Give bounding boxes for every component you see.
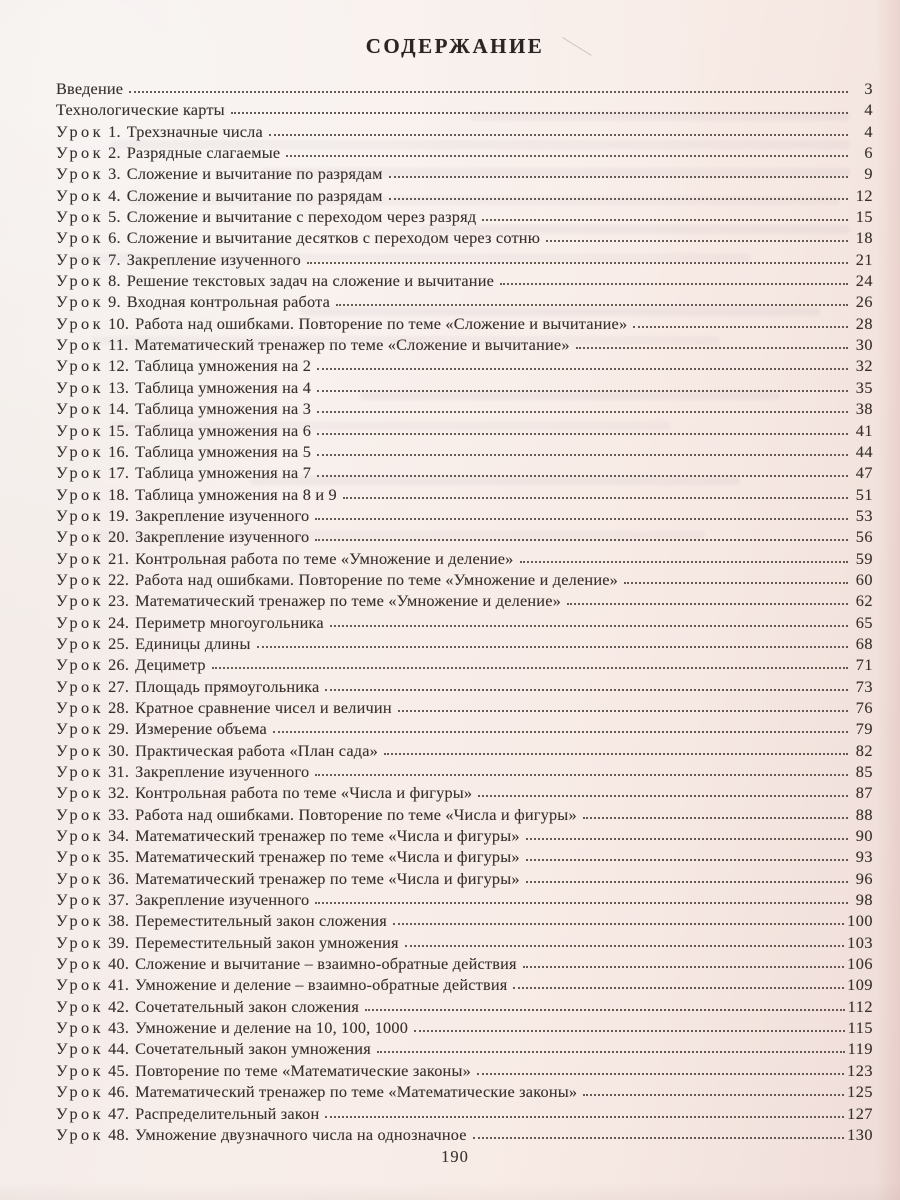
toc-entry-lesson: Урок 9. — [56, 292, 121, 312]
toc-entry-page: 103 — [847, 932, 873, 952]
toc-entry-title: Таблица умножения на 4 — [135, 377, 312, 397]
toc-entry-page: 4 — [864, 100, 873, 120]
toc-list — [56, 79, 873, 1146]
dot-leader — [567, 603, 848, 605]
toc-entry — [56, 741, 873, 762]
toc-entry-title: Периметр многоугольника — [135, 612, 324, 632]
toc-entry — [56, 399, 873, 420]
toc-entry-page: 24 — [855, 271, 873, 291]
toc-entry-lesson: Урок 38. — [56, 911, 130, 931]
toc-entry-lesson: Урок 48. — [56, 1124, 130, 1144]
toc-entry-title: Таблица умножения на 3 — [135, 399, 312, 419]
toc-entry-lesson: Урок 47. — [56, 1103, 130, 1123]
toc-entry — [56, 292, 873, 313]
toc-entry-lesson: Урок 21. — [56, 548, 130, 568]
toc-entry-title: Переместительный закон умножения — [135, 932, 399, 952]
toc-entry-title: Контрольная работа по теме «Умножение и деление» — [135, 548, 514, 568]
toc-entry-page: 51 — [855, 484, 873, 504]
dot-leader — [377, 1051, 845, 1053]
toc-entry — [56, 762, 873, 783]
dot-leader — [286, 155, 848, 157]
paper-edge-shadow — [0, 1182, 900, 1200]
toc-entry-title: Распределительный закон — [135, 1103, 320, 1123]
toc-entry — [56, 250, 873, 271]
toc-entry-page: 15 — [855, 207, 873, 227]
toc-entry-title: Единицы длины — [135, 633, 251, 653]
toc-entry-lesson: Урок 27. — [56, 676, 130, 696]
toc-entry-title: Таблица умножения на 2 — [135, 356, 312, 376]
toc-entry-title: Математический тренажер по теме «Числа и фигуры» — [135, 847, 520, 867]
dot-leader — [129, 91, 848, 93]
toc-entry-page: 88 — [855, 804, 873, 824]
toc-entry-title: Работа над ошибками. Повторение по теме «Умножение и деление» — [135, 569, 619, 589]
toc-entry-page: 127 — [847, 1103, 873, 1123]
toc-entry — [56, 421, 873, 442]
toc-entry-page: 32 — [855, 356, 873, 376]
toc-entry-title: Практическая работа «План сада» — [135, 740, 378, 760]
toc-entry-lesson: Урок 37. — [56, 890, 130, 910]
toc-entry-title: Измерение объема — [135, 719, 267, 739]
toc-entry-page: 65 — [855, 612, 873, 632]
toc-entry-title: Переместительный закон сложения — [135, 911, 387, 931]
toc-entry-title: Таблица умножения на 7 — [135, 463, 312, 483]
toc-entry-title: Закрепление изученного — [135, 890, 310, 910]
dot-leader — [393, 923, 844, 925]
toc-entry-lesson: Урок 16. — [56, 441, 130, 461]
dot-leader — [576, 347, 848, 349]
toc-entry — [56, 826, 873, 847]
toc-entry-page: 109 — [847, 975, 873, 995]
toc-entry — [56, 356, 873, 377]
toc-entry — [56, 506, 873, 527]
dot-leader — [405, 945, 844, 947]
toc-entry — [56, 463, 873, 484]
toc-entry-page: 79 — [855, 719, 873, 739]
toc-entry — [56, 783, 873, 804]
toc-entry-lesson: Урок 45. — [56, 1060, 130, 1080]
toc-entry-page: 35 — [855, 377, 873, 397]
toc-entry-page: 130 — [847, 1124, 873, 1144]
toc-entry — [56, 271, 873, 292]
dot-leader — [500, 283, 848, 285]
toc-entry-title: Закрепление изученного — [135, 505, 310, 525]
toc-entry-page: 123 — [847, 1060, 873, 1080]
toc-entry-title: Сложение и вычитание – взаимно-обратные действия — [135, 954, 517, 974]
dot-leader — [398, 710, 848, 712]
toc-entry-lesson: Урок 26. — [56, 655, 130, 675]
toc-entry-lesson: Урок 20. — [56, 527, 130, 547]
toc-entry-title: Математический тренажер по теме «Сложение и вычитание» — [134, 335, 570, 355]
toc-entry-title: Сложение и вычитание по разрядам — [126, 164, 383, 184]
dot-leader — [633, 326, 848, 328]
toc-entry-title: Контрольная работа по теме «Числа и фигуры» — [135, 783, 473, 803]
toc-entry-title: Технологические карты — [56, 100, 225, 120]
toc-entry-page: 115 — [847, 1018, 873, 1038]
toc-entry-title: Входная контрольная работа — [126, 292, 331, 312]
paper-edge-shadow — [876, 0, 900, 1200]
toc-entry-title: Математический тренажер по теме «Умножение и деление» — [135, 591, 561, 611]
toc-entry-page: 18 — [855, 228, 873, 248]
toc-entry — [56, 1061, 873, 1082]
toc-entry — [56, 805, 873, 826]
toc-entry-lesson: Урок 4. — [56, 185, 121, 205]
dot-leader — [273, 731, 848, 733]
toc-entry-lesson: Урок 42. — [56, 996, 130, 1016]
toc-entry — [56, 549, 873, 570]
dot-leader — [583, 817, 848, 819]
toc-entry-lesson: Урок 17. — [56, 463, 130, 483]
toc-entry — [56, 570, 873, 591]
toc-entry-page: 87 — [855, 783, 873, 803]
toc-entry-lesson: Урок 1. — [56, 121, 121, 141]
toc-entry-lesson: Урок 40. — [56, 954, 130, 974]
toc-entry — [56, 122, 873, 143]
toc-entry-lesson: Урок 18. — [56, 484, 130, 504]
toc-entry — [56, 378, 873, 399]
dot-leader — [343, 497, 848, 499]
dot-leader — [414, 1030, 845, 1032]
toc-entry-page: 3 — [864, 79, 873, 98]
toc-entry-lesson: Урок 14. — [56, 399, 130, 419]
toc-entry-page: 47 — [855, 463, 873, 483]
toc-entry-page: 100 — [847, 911, 873, 931]
dot-leader — [315, 774, 848, 776]
toc-entry-lesson: Урок 3. — [56, 164, 121, 184]
toc-entry-lesson: Урок 25. — [56, 633, 130, 653]
dot-leader — [317, 390, 848, 392]
toc-entry-title: Закрепление изученного — [135, 527, 310, 547]
dot-leader — [384, 753, 848, 755]
toc-entry — [56, 890, 873, 911]
toc-entry-title: Сложение и вычитание по разрядам — [126, 185, 383, 205]
toc-entry-lesson: Урок 34. — [56, 826, 130, 846]
toc-entry-title: Площадь прямоугольника — [135, 676, 320, 696]
toc-entry-lesson: Урок 7. — [56, 249, 121, 269]
page-number: 190 — [441, 1147, 469, 1166]
dot-leader — [482, 219, 848, 221]
toc-entry — [56, 719, 873, 740]
toc-entry — [56, 677, 873, 698]
toc-entry — [56, 485, 873, 506]
toc-entry-lesson: Урок 33. — [56, 804, 130, 824]
dot-leader — [365, 1009, 845, 1011]
dot-leader — [389, 176, 848, 178]
toc-entry-title: Математический тренажер по теме «Числа и фигуры» — [135, 826, 520, 846]
toc-entry-lesson: Урок 28. — [56, 697, 130, 717]
toc-entry — [56, 164, 873, 185]
dot-leader — [317, 368, 848, 370]
dot-leader — [315, 518, 848, 520]
toc-entry-page: 96 — [855, 868, 873, 888]
toc-entry — [56, 591, 873, 612]
toc-entry — [56, 1125, 873, 1146]
toc-entry-lesson: Урок 11. — [56, 335, 129, 355]
toc-entry-page: 93 — [855, 847, 873, 867]
toc-entry — [56, 847, 873, 868]
dot-leader — [330, 625, 848, 627]
dot-leader — [526, 859, 848, 861]
dot-leader — [317, 454, 848, 456]
dot-leader — [624, 582, 848, 584]
toc-entry-title: Работа над ошибками. Повторение по теме «Сложение и вычитание» — [135, 313, 628, 333]
toc-entry-title: Закрепление изученного — [126, 249, 301, 269]
toc-entry-lesson: Урок 44. — [56, 1039, 130, 1059]
toc-entry-title: Математический тренажер по теме «Математические законы» — [135, 1082, 578, 1102]
toc-entry-page: 56 — [855, 527, 873, 547]
toc-entry-lesson: Урок 35. — [56, 847, 130, 867]
toc-entry-lesson: Урок 8. — [56, 271, 121, 291]
toc-entry — [56, 100, 873, 121]
toc-entry — [56, 527, 873, 548]
dot-leader — [317, 411, 848, 413]
toc-entry-lesson: Урок 23. — [56, 591, 130, 611]
toc-entry-lesson: Урок 29. — [56, 719, 130, 739]
toc-entry-page: 62 — [855, 591, 873, 611]
toc-entry-lesson: Урок 22. — [56, 569, 130, 589]
toc-entry-page: 106 — [847, 954, 873, 974]
toc-entry-title: Разрядные слагаемые — [126, 143, 281, 163]
toc-entry — [56, 143, 873, 164]
toc-entry-lesson: Урок 43. — [56, 1018, 130, 1038]
toc-entry — [56, 975, 873, 996]
toc-entry-page: 82 — [855, 740, 873, 760]
toc-entry-page: 30 — [855, 335, 873, 355]
toc-entry-title: Сочетательный закон сложения — [135, 996, 360, 1016]
dot-leader — [269, 134, 848, 136]
dot-leader — [513, 987, 844, 989]
dot-leader — [546, 240, 848, 242]
toc-entry — [56, 228, 873, 249]
toc-entry-page: 6 — [864, 143, 873, 163]
toc-entry-title: Сложение и вычитание десятков с переходом через сотню — [126, 228, 541, 248]
toc-entry-lesson: Урок 32. — [56, 783, 130, 803]
toc-entry — [56, 314, 873, 335]
toc-entry — [56, 442, 873, 463]
toc-entry-page: 85 — [855, 762, 873, 781]
toc-entry-page: 76 — [855, 697, 873, 717]
dot-leader — [473, 1137, 844, 1139]
toc-entry-lesson: Урок 13. — [56, 377, 130, 397]
toc-entry-title: Закрепление изученного — [135, 762, 310, 781]
toc-entry — [56, 1039, 873, 1060]
toc-entry — [56, 869, 873, 890]
toc-entry — [56, 1104, 873, 1125]
toc-entry-page: 41 — [855, 420, 873, 440]
toc-entry-title: Умножение и деление – взаимно-обратные действия — [135, 975, 508, 995]
dot-leader — [583, 1094, 844, 1096]
toc-entry-title: Сочетательный закон умножения — [135, 1039, 371, 1059]
dot-leader — [478, 795, 848, 797]
toc-entry-title: Таблица умножения на 8 и 9 — [135, 484, 337, 504]
dot-leader — [523, 966, 844, 968]
toc-entry-lesson: Урок 41. — [56, 975, 130, 995]
toc-entry — [56, 634, 873, 655]
toc-entry-page: 125 — [847, 1082, 873, 1102]
toc-entry-lesson: Урок 19. — [56, 505, 130, 525]
toc-entry-page: 21 — [855, 249, 873, 269]
toc-entry — [56, 1082, 873, 1103]
toc-entry-lesson: Урок 46. — [56, 1082, 130, 1102]
toc-entry — [56, 997, 873, 1018]
toc-entry-title: Умножение двузначного числа на однозначное — [135, 1124, 467, 1144]
toc-entry-page: 53 — [855, 505, 873, 525]
toc-entry-title: Сложение и вычитание с переходом через разряд — [126, 207, 477, 227]
toc-entry-lesson: Урок 10. — [56, 313, 130, 333]
dot-leader — [307, 262, 848, 264]
toc-entry-page: 26 — [855, 292, 873, 312]
toc-entry-title: Введение — [56, 79, 124, 98]
toc-entry-title: Работа над ошибками. Повторение по теме «Числа и фигуры» — [135, 804, 577, 824]
toc-entry-page: 28 — [855, 313, 873, 333]
toc-entry-title: Повторение по теме «Математические законы» — [135, 1060, 471, 1080]
toc-entry-title: Таблица умножения на 5 — [135, 441, 312, 461]
toc-entry-page: 71 — [855, 655, 873, 675]
toc-entry-lesson: Урок 5. — [56, 207, 121, 227]
toc-entry-page: 9 — [864, 164, 873, 184]
toc-entry-title: Умножение и деление на 10, 100, 1000 — [135, 1018, 409, 1038]
dot-leader — [520, 561, 848, 563]
toc-entry-page: 12 — [855, 185, 873, 205]
dot-leader — [315, 539, 848, 541]
dot-leader — [257, 646, 848, 648]
toc-entry-lesson: Урок 36. — [56, 868, 130, 888]
toc-entry-page: 119 — [847, 1039, 873, 1059]
toc-entry — [56, 207, 873, 228]
toc-entry — [56, 911, 873, 932]
dot-leader — [336, 304, 848, 306]
toc-entry — [56, 954, 873, 975]
toc-entry-page: 68 — [855, 633, 873, 653]
dot-leader — [389, 198, 848, 200]
toc-entry-title: Трехзначные числа — [126, 121, 263, 141]
page-title: СОДЕРЖАНИЕ — [365, 34, 545, 58]
toc-entry-page: 73 — [855, 676, 873, 696]
toc-entry — [56, 655, 873, 676]
toc-entry-title: Решение текстовых задач на сложение и вычитание — [126, 271, 495, 291]
toc-entry-lesson: Урок 39. — [56, 932, 130, 952]
toc-entry — [56, 79, 873, 100]
toc-entry — [56, 933, 873, 954]
toc-entry-page: 44 — [855, 441, 873, 461]
toc-entry-title: Кратное сравнение чисел и величин — [135, 697, 392, 717]
toc-entry-lesson: Урок 24. — [56, 612, 130, 632]
toc-entry — [56, 613, 873, 634]
dot-leader — [325, 689, 848, 691]
toc-entry-page: 60 — [855, 569, 873, 589]
toc-entry-lesson: Урок 30. — [56, 740, 130, 760]
toc-entry — [56, 186, 873, 207]
toc-entry-page: 38 — [855, 399, 873, 419]
toc-entry-lesson: Урок 6. — [56, 228, 121, 248]
dot-leader — [315, 902, 848, 904]
dot-leader — [526, 881, 848, 883]
dot-leader — [477, 1073, 844, 1075]
dot-leader — [212, 667, 848, 669]
toc-entry-lesson: Урок 12. — [56, 356, 130, 376]
toc-entry-title: Дециметр — [135, 655, 206, 675]
dot-leader — [317, 433, 848, 435]
toc-entry-page: 112 — [847, 996, 873, 1016]
toc-entry-title: Таблица умножения на 6 — [135, 420, 312, 440]
toc-entry-page: 59 — [855, 548, 873, 568]
dot-leader — [526, 838, 848, 840]
dot-leader — [325, 1116, 844, 1118]
toc-entry — [56, 698, 873, 719]
dot-leader — [231, 112, 848, 114]
toc-entry — [56, 1018, 873, 1039]
toc-entry-page: 98 — [855, 890, 873, 910]
toc-entry-title: Математический тренажер по теме «Числа и фигуры» — [135, 868, 520, 888]
toc-entry-page: 90 — [855, 826, 873, 846]
toc-entry-lesson: Урок 2. — [56, 143, 121, 163]
toc-entry-page: 4 — [864, 121, 873, 141]
dot-leader — [317, 475, 848, 477]
toc-entry-lesson: Урок 15. — [56, 420, 130, 440]
toc-entry-lesson: Урок 31. — [56, 762, 130, 781]
toc-entry — [56, 335, 873, 356]
